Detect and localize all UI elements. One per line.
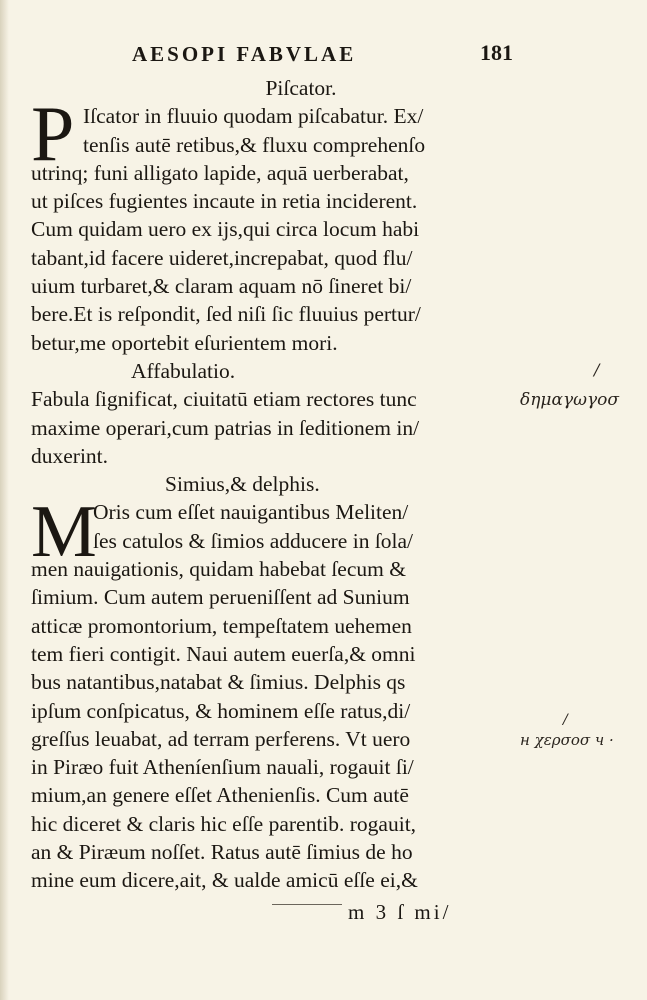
catchword-rule	[272, 904, 342, 905]
margin-word: χερσοσ	[534, 731, 591, 749]
text-line: ipſum conſpicatus, & hominem eſſe ratus,di/	[31, 698, 411, 723]
running-title: AESOPI FABVLAE	[132, 42, 357, 66]
fable-title-simius: Simius,& delphis.	[165, 472, 320, 497]
text-line: tabant,id facere uideret,increpabat, quod flu/	[31, 245, 413, 270]
text-line: Fabula ſignificat, ciuitatū etiam rectores tunc	[31, 387, 417, 412]
text-line: Iſcator in fluuio quodam piſcabatur. Ex/	[83, 104, 424, 129]
margin-suffix: ч ·	[594, 731, 614, 749]
text-line: men nauigationis, quidam habebat ſecum &	[31, 557, 406, 582]
text-line: mine eum dicere,ait, & ualde amicū eſſe ei,&	[31, 868, 418, 893]
text-line: uium turbaret,& claram aquam nō ſineret bi/	[31, 274, 412, 299]
page-gutter-shadow	[0, 0, 9, 1000]
margin-mark: /	[594, 360, 600, 379]
text-line: bus natantibus,natabat & ſimius. Delphis qs	[31, 670, 406, 695]
drop-cap-p: P	[31, 90, 75, 177]
text-line: atticæ promontorium, tempeſtatem uehemen	[31, 613, 412, 638]
fable-title-piscator: Piſcator.	[265, 76, 337, 100]
text-line: mium,an genere eſſet Athenienſis. Cum autē	[31, 783, 409, 808]
text-line: greſſus leuabat, ad terram perferens. Vt uero	[31, 726, 411, 751]
text-line: Cum quidam uero ex ijs,qui circa locum habi	[31, 217, 420, 242]
drop-cap-m: M	[31, 491, 97, 573]
page-number: 181	[480, 40, 513, 65]
catchword: m 3 ſ mi/	[348, 900, 452, 924]
text-line: utrinq; funi alligato lapide, aquā uerberabat,	[31, 160, 409, 185]
main-text-block	[31, 74, 511, 895]
text-line: hic diceret & claris hic eſſe parentib. rogauit,	[31, 811, 417, 836]
margin-prefix: н	[520, 731, 530, 749]
text-line: tem fieri contigit. Naui autem euerſa,& omni	[31, 641, 416, 666]
text-line: in Piræo fuit Atheníenſium nauali, rogauit ſi/	[31, 755, 414, 780]
text-line: duxerint.	[31, 443, 109, 468]
moral-title: Affabulatio.	[131, 358, 236, 383]
text-line: tenſis autē retibus,& fluxu comprehenſo	[83, 132, 426, 157]
text-line: Oris cum eſſet nauigantibus Meliten/	[93, 500, 409, 525]
margin-mark: /	[563, 712, 568, 728]
text-line: ut piſces fugientes incaute in retia inciderent.	[31, 189, 418, 214]
text-line: an & Piræum noſſet. Ratus autē ſimius de ho	[31, 840, 413, 865]
text-line: maxime operari,cum patrias in ſeditionem in/	[31, 415, 420, 440]
text-line: ſes catulos & ſimios adducere in ſola/	[93, 528, 414, 553]
text-line: bere.Et is reſpondit, ſed niſi ſic fluuius pertur/	[31, 302, 421, 327]
margin-note-chersos	[520, 731, 614, 749]
text-line: betur,me oportebit eſurientem mori.	[31, 330, 338, 355]
text-line: ſimium. Cum autem perueniſſent ad Sunium	[31, 585, 410, 610]
margin-note-demagogos: δημαγωγοσ	[520, 390, 619, 410]
